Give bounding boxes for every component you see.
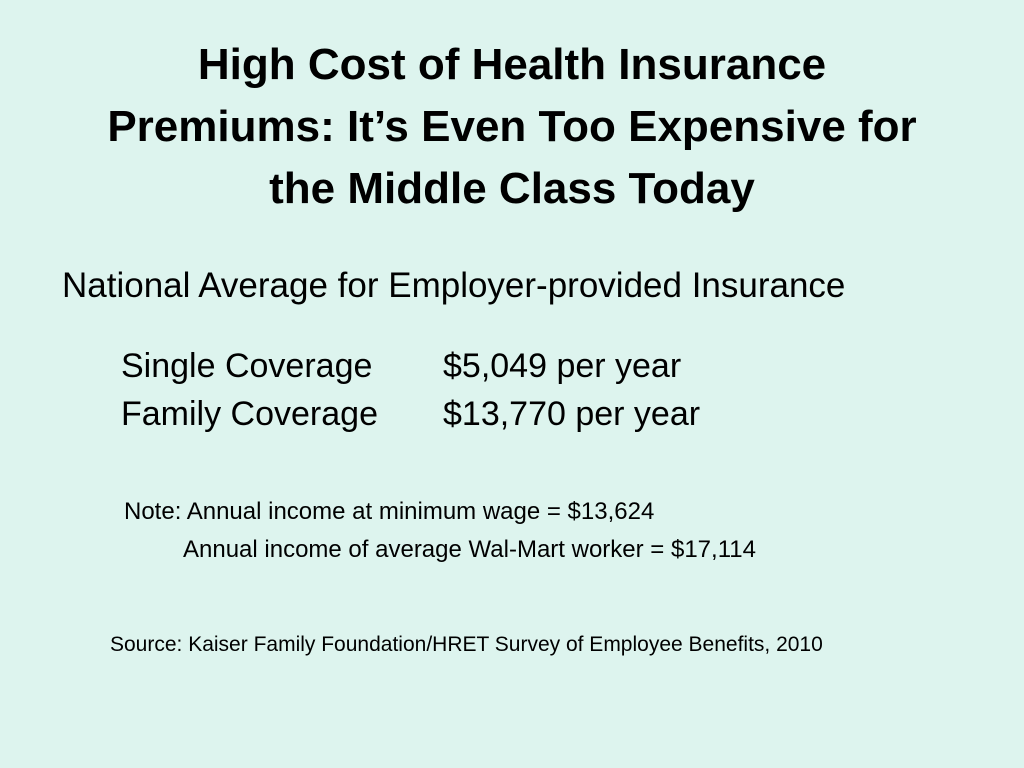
coverage-label: Single Coverage: [121, 347, 373, 385]
note-line-1: Note: Annual income at minimum wage = $13,624: [124, 498, 655, 525]
title-line-2: Premiums: It’s Even Too Expensive for: [107, 102, 917, 151]
coverage-list: [121, 342, 700, 438]
source-citation: Source: Kaiser Family Foundation/HRET Survey of Employee Benefits, 2010: [110, 633, 823, 656]
subtitle: National Average for Employer-provided Insurance: [62, 266, 846, 305]
note-line-2: Annual income of average Wal-Mart worker = $17,114: [183, 536, 756, 563]
coverage-row-single: [121, 342, 700, 390]
slide-title: [20, 34, 1004, 220]
coverage-row-family: [121, 390, 700, 438]
coverage-value: $5,049 per year: [443, 347, 682, 385]
title-line-3: the Middle Class Today: [269, 164, 755, 213]
coverage-value: $13,770 per year: [443, 395, 701, 433]
coverage-label: Family Coverage: [121, 395, 378, 433]
title-line-1: High Cost of Health Insurance: [197, 40, 827, 89]
note: [124, 493, 756, 569]
